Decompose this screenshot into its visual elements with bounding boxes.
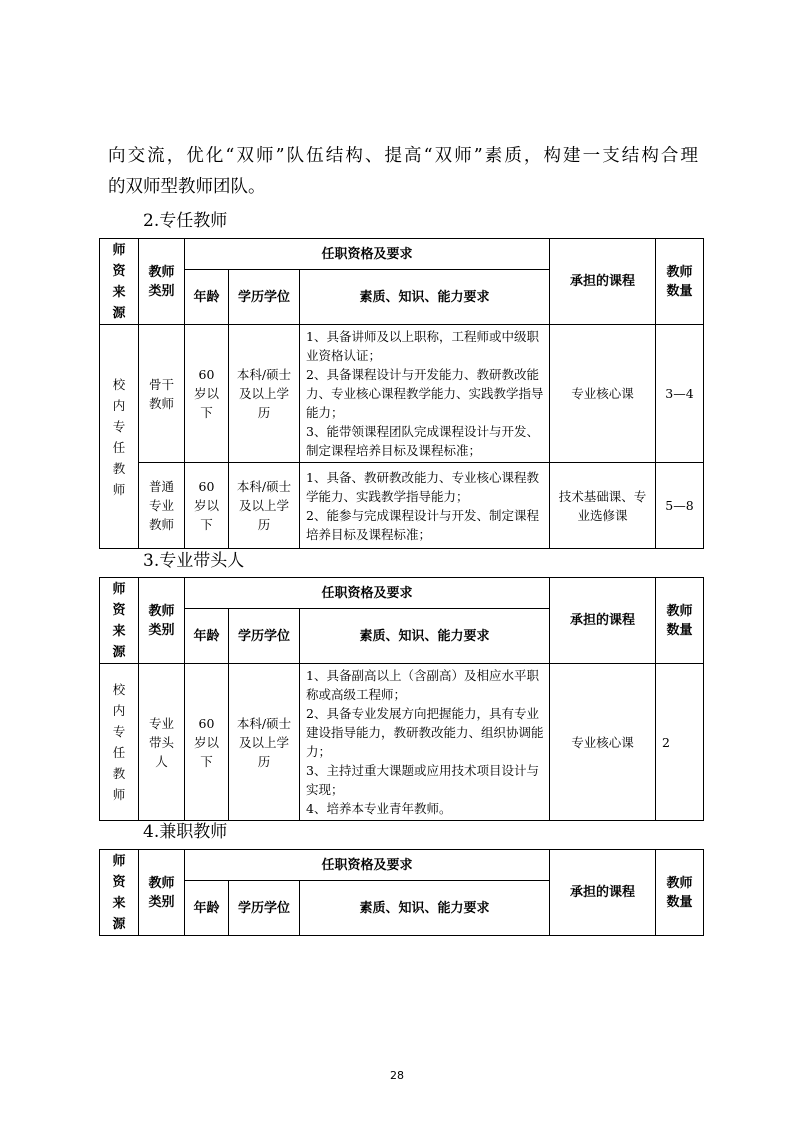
- requirements-cell: 1、具备讲师及以上职称，工程师或中级职业资格认证； 2、具备课程设计与开发能力、教研教改能力、专业核心课程教学能力、实践教学指导能力； 3、能带领课程团队完成课程设计与开发、制定课程培养目标及课程标准；: [300, 325, 550, 463]
- header-qualifications: 任职资格及要求: [185, 850, 550, 881]
- intro-line-1: 向交流，优化“双师”队伍结构、提高“双师”素质，构建一支结构合理: [108, 146, 698, 166]
- section-heading-discipline-leader: 3.专业带头人: [143, 551, 245, 571]
- table-discipline-leader: [99, 577, 704, 821]
- category-cell: 专业带头人: [139, 664, 185, 821]
- age-cell: 60岁以下: [185, 463, 229, 549]
- page-number: 28: [390, 1069, 404, 1082]
- header-degree: 学历学位: [229, 270, 300, 325]
- header-degree: 学历学位: [229, 609, 300, 664]
- table-part-time-teachers: [99, 849, 704, 936]
- courses-cell: 专业核心课: [550, 325, 656, 463]
- header-count: 教师数量: [656, 239, 704, 325]
- table-row: [100, 664, 704, 821]
- degree-cell: 本科/硕士及以上学历: [229, 325, 300, 463]
- header-qualifications: 任职资格及要求: [185, 239, 550, 270]
- intro-paragraph: [108, 141, 698, 203]
- header-ability: 素质、知识、能力要求: [300, 881, 550, 936]
- age-cell: 60岁以下: [185, 325, 229, 463]
- source-cell: 校 内 专 任 教 师: [100, 325, 139, 549]
- requirements-cell: 1、具备副高以上（含副高）及相应水平职称或高级工程师； 2、具备专业发展方向把握能力，具有专业建设指导能力，教研教改能力、组织协调能力； 3、主持过重大课题或应用技术项目设计与实现； 4、培养本专业青年教师。: [300, 664, 550, 821]
- header-category: 教师类别: [139, 850, 185, 936]
- count-cell: 2: [656, 664, 704, 821]
- section-heading-part-time: 4.兼职教师: [143, 822, 228, 842]
- header-ability: 素质、知识、能力要求: [300, 270, 550, 325]
- source-cell: 校 内 专 任 教 师: [100, 664, 139, 821]
- table-full-time-teachers: [99, 238, 704, 549]
- courses-cell: 技术基础课、专业选修课: [550, 463, 656, 549]
- header-source: 师 资 来 源: [100, 239, 139, 325]
- header-courses: 承担的课程: [550, 239, 656, 325]
- header-age: 年龄: [185, 881, 229, 936]
- table-row: [100, 325, 704, 463]
- degree-cell: 本科/硕士及以上学历: [229, 463, 300, 549]
- category-cell: 普通专业教师: [139, 463, 185, 549]
- header-age: 年龄: [185, 609, 229, 664]
- courses-cell: 专业核心课: [550, 664, 656, 821]
- header-degree: 学历学位: [229, 881, 300, 936]
- header-count: 教师数量: [656, 850, 704, 936]
- header-source: 师 资 来 源: [100, 850, 139, 936]
- header-category: 教师类别: [139, 578, 185, 664]
- header-source: 师 资 来 源: [100, 578, 139, 664]
- section-heading-full-time: 2.专任教师: [143, 211, 228, 231]
- header-age: 年龄: [185, 270, 229, 325]
- category-cell: 骨干教师: [139, 325, 185, 463]
- header-courses: 承担的课程: [550, 850, 656, 936]
- header-qualifications: 任职资格及要求: [185, 578, 550, 609]
- requirements-cell: 1、具备、教研教改能力、专业核心课程教学能力、实践教学指导能力； 2、能参与完成课程设计与开发、制定课程培养目标及课程标准；: [300, 463, 550, 549]
- count-cell: 5—8: [656, 463, 704, 549]
- header-ability: 素质、知识、能力要求: [300, 609, 550, 664]
- degree-cell: 本科/硕士及以上学历: [229, 664, 300, 821]
- header-category: 教师类别: [139, 239, 185, 325]
- header-count: 教师数量: [656, 578, 704, 664]
- table-row: [100, 463, 704, 549]
- intro-line-2: 的双师型教师团队。: [108, 177, 266, 197]
- header-courses: 承担的课程: [550, 578, 656, 664]
- age-cell: 60 岁以下: [185, 664, 229, 821]
- count-cell: 3—4: [656, 325, 704, 463]
